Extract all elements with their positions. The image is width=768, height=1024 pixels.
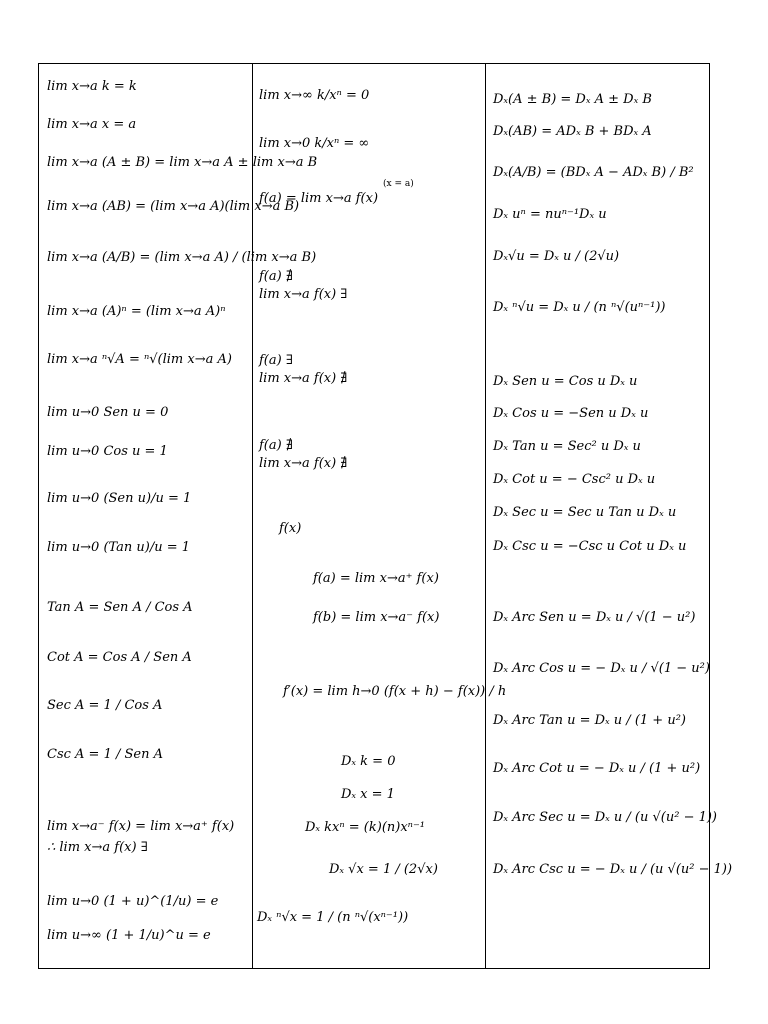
formula: f(a) = lim x→a f(x) [259, 191, 379, 206]
formula: lim x→a x = a [47, 117, 137, 132]
formula: lim u→∞ (1 + 1/u)^u = e [47, 928, 211, 943]
formula: lim x→∞ k/xⁿ = 0 [259, 88, 370, 103]
formula: lim x→a (AB) = (lim x→a A)(lim x→a B) [47, 199, 300, 214]
formula: f(a) ∃ [259, 353, 293, 368]
formula: lim x→a f(x) ∃ [259, 287, 348, 302]
formula: f′(x) = lim h→0 (f(x + h) − f(x)) / h [283, 684, 507, 699]
formula: f(x) [279, 521, 302, 536]
formula: lim x→0 k/xⁿ = ∞ [259, 136, 370, 151]
column-divider-2 [485, 64, 486, 968]
formula: f(a) ∄ [259, 438, 293, 453]
formula: Csc A = 1 / Sen A [47, 747, 163, 762]
formula: Dₓ Arc Csc u = − Dₓ u / (u √(u² − 1)) [493, 862, 733, 877]
formula: Dₓ k = 0 [341, 754, 396, 769]
formula: Dₓ Cot u = − Csc² u Dₓ u [493, 472, 656, 487]
formula: Dₓ√u = Dₓ u / (2√u) [493, 249, 620, 264]
formula: Dₓ ⁿ√x = 1 / (n ⁿ√(xⁿ⁻¹)) [257, 910, 409, 925]
formula: lim u→0 (Sen u)/u = 1 [47, 491, 192, 506]
condition-note: (x = a) [383, 179, 414, 189]
formula: Dₓ Sen u = Cos u Dₓ u [493, 374, 638, 389]
formula: lim x→a k = k [47, 79, 137, 94]
formula-sheet-table [38, 63, 733, 969]
formula: lim x→a⁻ f(x) = lim x→a⁺ f(x) [47, 819, 235, 834]
formula: Dₓ kxⁿ = (k)(n)xⁿ⁻¹ [305, 820, 426, 835]
formula: lim x→a ⁿ√A = ⁿ√(lim x→a A) [47, 352, 232, 367]
formula: lim u→0 Sen u = 0 [47, 405, 169, 420]
formula: lim u→0 (1 + u)^(1/u) = e [47, 894, 219, 909]
formula: Dₓ Arc Tan u = Dₓ u / (1 + u²) [493, 713, 686, 728]
formula: Dₓ Arc Cot u = − Dₓ u / (1 + u²) [493, 761, 701, 776]
formula: Dₓ √x = 1 / (2√x) [329, 862, 438, 877]
formula: lim x→a (A ± B) = lim x→a A ± lim x→a B [47, 155, 318, 170]
formula: Dₓ(A/B) = (BDₓ A − ADₓ B) / B² [493, 165, 694, 180]
formula: Sec A = 1 / Cos A [47, 698, 163, 713]
formula: Dₓ(AB) = ADₓ B + BDₓ A [493, 124, 652, 139]
formula: Cot A = Cos A / Sen A [47, 650, 192, 665]
formula: lim x→a (A)ⁿ = (lim x→a A)ⁿ [47, 304, 226, 319]
formula: f(a) ∄ [259, 269, 293, 284]
formula: Dₓ uⁿ = nuⁿ⁻¹Dₓ u [493, 207, 607, 222]
formula: lim u→0 (Tan u)/u = 1 [47, 540, 191, 555]
formula: Dₓ Arc Sec u = Dₓ u / (u √(u² − 1)) [493, 810, 718, 825]
formula: f(b) = lim x→a⁻ f(x) [313, 610, 440, 625]
formula: Dₓ Arc Sen u = Dₓ u / √(1 − u²) [493, 610, 696, 625]
formula: Dₓ ⁿ√u = Dₓ u / (n ⁿ√(uⁿ⁻¹)) [493, 300, 666, 315]
formula: lim x→a f(x) ∄ [259, 456, 348, 471]
formula: Tan A = Sen A / Cos A [47, 600, 193, 615]
formula: Dₓ Arc Cos u = − Dₓ u / √(1 − u²) [493, 661, 710, 676]
formula: ∴ lim x→a f(x) ∃ [47, 840, 148, 855]
formula: Dₓ Cos u = −Sen u Dₓ u [493, 406, 649, 421]
formula: lim x→a f(x) ∄ [259, 371, 348, 386]
formula: Dₓ Sec u = Sec u Tan u Dₓ u [493, 505, 677, 520]
formula: Dₓ Csc u = −Csc u Cot u Dₓ u [493, 539, 687, 554]
formula: Dₓ Tan u = Sec² u Dₓ u [493, 439, 641, 454]
formula: Dₓ x = 1 [341, 787, 395, 802]
formula: f(a) = lim x→a⁺ f(x) [313, 571, 439, 586]
formula: lim u→0 Cos u = 1 [47, 444, 168, 459]
formula: lim x→a (A/B) = (lim x→a A) / (lim x→a B) [47, 250, 317, 265]
formula: Dₓ(A ± B) = Dₓ A ± Dₓ B [493, 92, 652, 107]
